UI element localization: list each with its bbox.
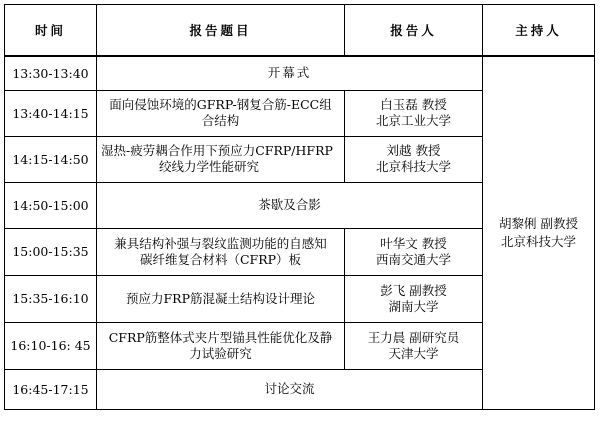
topic-line: 湿热-疲劳耦合作用下预应力CFRP/HFRP bbox=[101, 143, 333, 158]
speaker-name: 刘越 教授 bbox=[386, 143, 441, 158]
topic-cell bbox=[97, 275, 345, 322]
session-cell: 讨论交流 bbox=[97, 369, 483, 409]
speaker-affiliation: 天津大学 bbox=[388, 345, 439, 361]
header-topic: 报告题目 bbox=[97, 5, 345, 57]
speaker-cell bbox=[345, 90, 483, 136]
topic-line: CFRP筋整体式夹片型锚具性能优化及静 bbox=[108, 329, 333, 345]
speaker-affiliation: 北京工业大学 bbox=[375, 113, 451, 128]
time-cell: 14:15-14:50 bbox=[5, 136, 97, 182]
speaker-name: 叶华文 教授 bbox=[380, 235, 447, 251]
schedule-page bbox=[4, 4, 595, 410]
header-time: 时间 bbox=[5, 5, 97, 57]
time-cell: 16:45-17:15 bbox=[5, 369, 97, 409]
speaker-cell bbox=[345, 322, 483, 369]
host-cell bbox=[483, 56, 595, 409]
time-cell: 15:00-15:35 bbox=[5, 228, 97, 275]
speaker-affiliation: 西南交通大学 bbox=[375, 251, 451, 267]
speaker-name: 王力晨 副研究员 bbox=[367, 329, 460, 345]
speaker-affiliation: 北京科技大学 bbox=[375, 159, 451, 174]
header-host: 主持人 bbox=[483, 5, 595, 57]
session-cell: 茶歇及合影 bbox=[97, 182, 483, 228]
topic-line: 预应力FRP筋混凝土结构设计理论 bbox=[126, 290, 315, 306]
topic-cell bbox=[97, 322, 345, 369]
time-cell: 14:50-15:00 bbox=[5, 182, 97, 228]
time-cell: 13:30-13:40 bbox=[5, 56, 97, 90]
speaker-cell bbox=[345, 275, 483, 322]
topic-cell bbox=[97, 228, 345, 275]
speaker-name: 彭飞 副教授 bbox=[380, 282, 447, 298]
topic-line: 绞线力学性能研究 bbox=[159, 159, 260, 174]
schedule-table bbox=[4, 4, 595, 410]
host-affiliation: 北京科技大学 bbox=[500, 233, 576, 249]
speaker-cell bbox=[345, 228, 483, 275]
speaker-cell bbox=[345, 136, 483, 182]
topic-line: 力试验研究 bbox=[189, 345, 252, 361]
speaker-name: 白玉磊 教授 bbox=[380, 97, 447, 112]
time-cell: 15:35-16:10 bbox=[5, 275, 97, 322]
session-cell: 开幕式 bbox=[97, 56, 483, 90]
time-cell: 16:10-16: 45 bbox=[5, 322, 97, 369]
header-row bbox=[5, 5, 595, 57]
topic-line: 面向侵蚀环境的GFRP-钢复合筋-ECC组 bbox=[109, 97, 332, 112]
table-row bbox=[5, 56, 595, 90]
topic-cell bbox=[97, 90, 345, 136]
header-speaker: 报告人 bbox=[345, 5, 483, 57]
host-name: 胡黎俐 副教授 bbox=[499, 215, 578, 231]
topic-line: 兼具结构补强与裂纹监测功能的自感知 bbox=[114, 235, 327, 251]
topic-cell bbox=[97, 136, 345, 182]
topic-line: 合结构 bbox=[201, 113, 240, 128]
topic-line: 碳纤维复合材料（CFRP）板 bbox=[139, 251, 302, 267]
time-cell: 13:40-14:15 bbox=[5, 90, 97, 136]
speaker-affiliation: 湖南大学 bbox=[388, 298, 439, 314]
